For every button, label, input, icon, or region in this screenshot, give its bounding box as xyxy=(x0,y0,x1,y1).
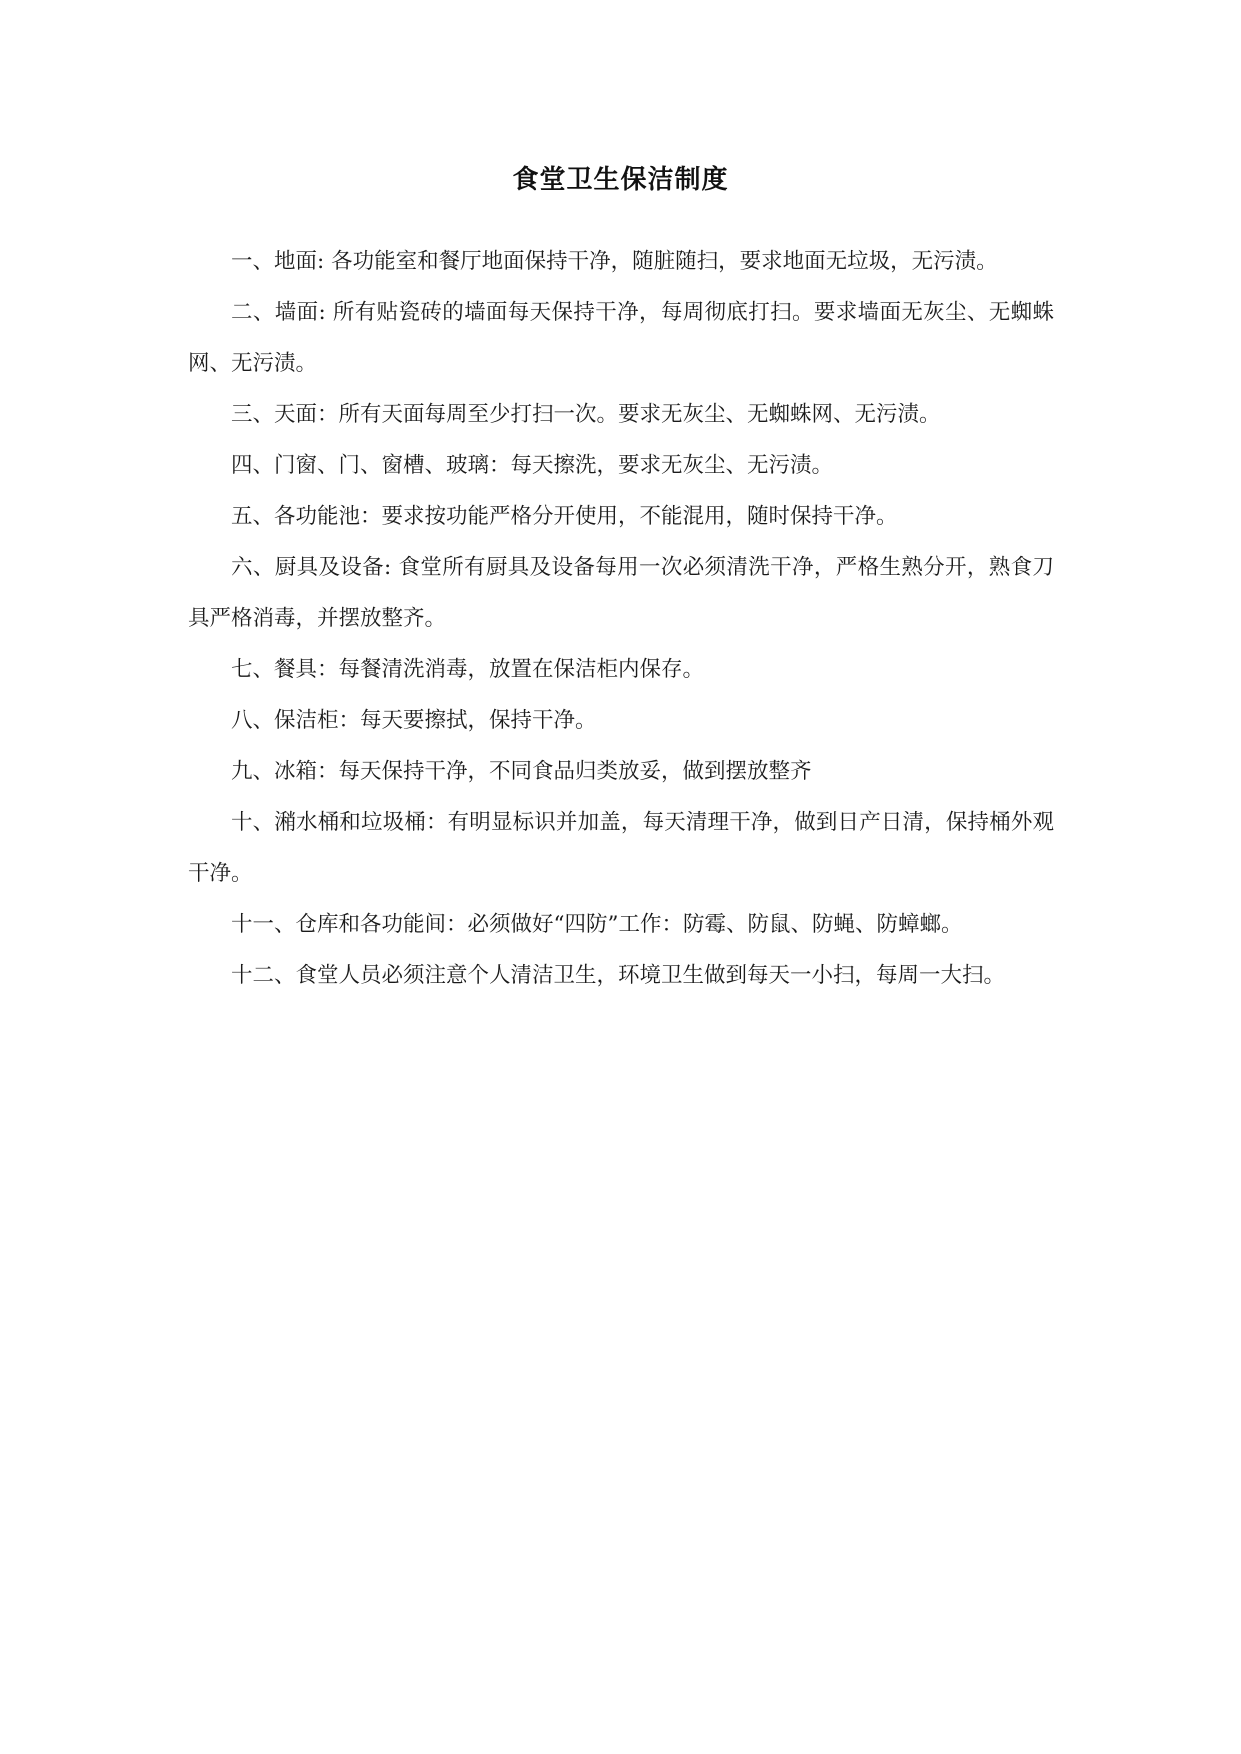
paragraph-ceiling: 三、天面：所有天面每周至少打扫一次。要求无灰尘、无蜘蛛网、无污渍。 xyxy=(231,402,941,427)
document-title: 食堂卫生保洁制度 xyxy=(512,165,729,195)
paragraph-kitchenware: 六、厨具及设备: 食堂所有厨具及设备每用一次必须清洗干净，严格生熟分开，熟食刀具严格消毒，并摆放整齐。 xyxy=(188,555,1054,631)
paragraph-walls: 二、墙面: 所有贴瓷砖的墙面每天保持干净，每周彻底打扫。要求墙面无灰尘、无蜘蛛网、无污渍。 xyxy=(188,300,1054,376)
paragraph-tableware: 七、餐具：每餐清洗消毒，放置在保洁柜内保存。 xyxy=(231,657,705,682)
paragraph-refrigerator: 九、冰箱：每天保持干净，不同食品归类放妥，做到摆放整齐 xyxy=(231,759,812,784)
paragraph-ground: 一、地面: 各功能室和餐厅地面保持干净，随脏随扫，要求地面无垃圾，无污渍。 xyxy=(231,249,998,274)
paragraph-cleaning-cabinet: 八、保洁柜：每天要擦拭，保持干净。 xyxy=(231,708,597,733)
paragraph-waste-bins: 十、潲水桶和垃圾桶：有明显标识并加盖，每天清理干净，做到日产日清，保持桶外观干净。 xyxy=(188,810,1054,886)
paragraph-staff-hygiene: 十二、食堂人员必须注意个人清洁卫生，环境卫生做到每天一小扫，每周一大扫。 xyxy=(231,963,1006,988)
paragraph-doors-windows: 四、门窗、门、窗槽、玻璃：每天擦洗，要求无灰尘、无污渍。 xyxy=(231,453,834,478)
paragraph-warehouse: 十一、仓库和各功能间：必须做好“四防”工作：防霉、防鼠、防蝇、防蟑螂。 xyxy=(231,912,963,937)
document-body xyxy=(188,236,1054,1001)
paragraph-sinks: 五、各功能池：要求按功能严格分开使用，不能混用，随时保持干净。 xyxy=(231,504,898,529)
